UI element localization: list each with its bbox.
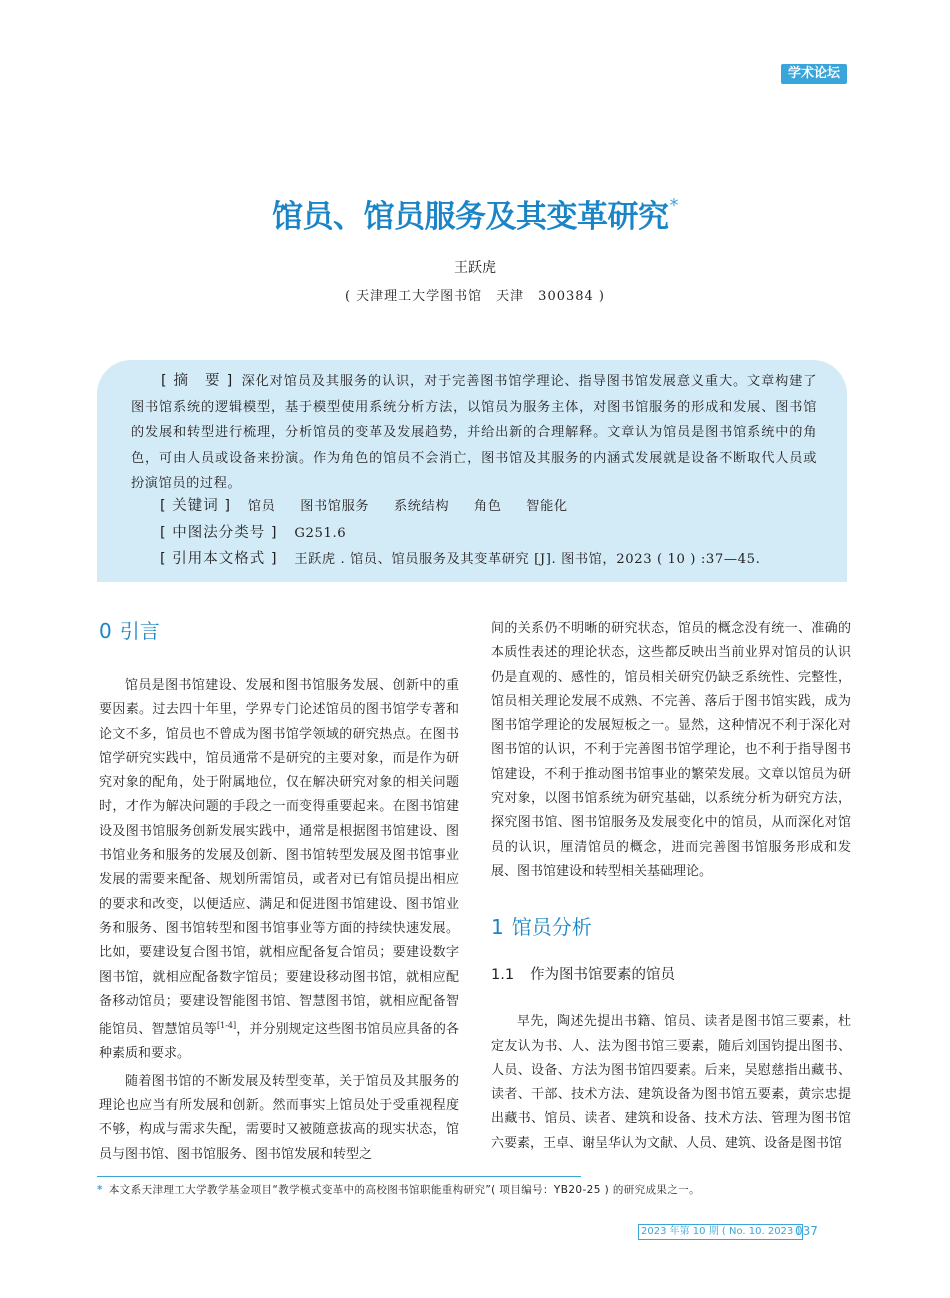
citation-ref: [1-4] bbox=[217, 1021, 237, 1031]
paragraph: 早先，陶述先提出书籍、馆员、读者是图书馆三要素，杜定友认为书、人、法为图书馆三要素，随后刘国钧提出图书、人员、设备、方法为图书馆四要素。后来，吴慰慈指出藏书、读者、干部、技术方法、建筑设备为图书馆五要素，黄宗忠提出藏书、馆员、读者、建筑和设备、技术方法、管理为图书馆六要素，王卓、谢呈华认为文献、人员、建筑、设备是图书馆 bbox=[491, 1014, 851, 1151]
keyword: 角色 bbox=[473, 499, 502, 514]
clc-label: [ 中图法分类号 ] bbox=[160, 525, 278, 541]
keyword: 系统结构 bbox=[393, 499, 450, 514]
abstract-text: 深化对馆员及其服务的认识，对于完善图书馆学理论、指导图书馆发展意义重大。文章构建了图书馆系统的逻辑模型，基于模型使用系统分析方法，以馆员为服务主体，对图书馆服务的形成和发展、图书馆的发展和转型进行梳理，分析馆员的变革及发展趋势，并给出新的合理解释。文章认为馆员是图书馆系统中的角色，可由人员或设备来扮演。作为角色的馆员不会消亡，图书馆及其服务的内涵式发展就是设备不断取代人员或扮演馆员的过程。 bbox=[131, 374, 817, 491]
keyword: 馆员 bbox=[247, 499, 276, 514]
section-heading-0: 0 引言 bbox=[99, 619, 160, 643]
keyword: 智能化 bbox=[526, 499, 568, 514]
article-title bbox=[0, 184, 950, 239]
title-footnote-mark: * bbox=[669, 195, 678, 216]
footnote-divider bbox=[97, 1176, 581, 1177]
affiliation: ( 天津理工大学图书馆 天津 300384 ) bbox=[344, 289, 606, 304]
footnote-text: 本文系天津理工大学教学基金项目“教学模式变革中的高校图书馆职能重构研究”( 项目编号：YB20-25 ) 的研究成果之一。 bbox=[108, 1184, 701, 1196]
keyword: 图书馆服务 bbox=[300, 499, 370, 514]
title-text: 馆员、馆员服务及其变革研究 bbox=[272, 199, 669, 235]
section-tag: 学术论坛 bbox=[781, 64, 847, 84]
keywords-label: [ 关键词 ] bbox=[160, 498, 232, 514]
column-left bbox=[99, 616, 459, 1167]
paragraph-continued: 间的关系仍不明晰的研究状态，馆员的概念没有统一、准确的本质性表述的理论状态，这些都反映出当前业界对馆员的认识仍是直观的、感性的，馆员相关研究仍缺乏系统性、完整性，馆员相关理论发展不成熟、不完善、落后于图书馆实践，成为图书馆学理论的发展短板之一。显然，这种情况不利于深化对图书馆的认识，不利于完善图书馆学理论，也不利于指导图书馆建设，不利于推动图书馆事业的繁荣发展。文章以馆员为研究对象，以图书馆系统为研究基础，以系统分析为研究方法，探究图书馆、图书馆服务及发展变化中的馆员，从而深化对馆员的认识，厘清馆员的概念，进而完善图书馆服务形成和发展、图书馆建设和转型相关基础理论。 bbox=[491, 621, 851, 879]
paragraph: 馆员是图书馆建设、发展和图书馆服务发展、创新中的重要因素。过去四十年里，学界专门论述馆员的图书馆学专著和论文不多，馆员也不曾成为图书馆学领域的研究热点。在图书馆学研究实践中，馆员通常不是研究的主要对象，而是作为研究对象的配角，处于附属地位，仅在解决研究对象的相关问题时，才作为解决问题的手段之一而变得重要起来。在图书馆建设及图书馆服务创新发展实践中，通常是根据图书馆建设、图书馆业务和服务的发展及创新、图书馆转型发展及图书馆事业发展的需要来配备、规划所需馆员，或者对已有馆员提出相应的要求和改变，以便适应、满足和促进图书馆建设、图书馆业务和服务、图书馆转型和图书馆事业等方面的持续快速发展。比如，要建设复合图书馆，就相应配备复合馆员；要建设数字图书馆，就相应配备数字馆员；要建设移动图书馆，就相应配备移动馆员；要建设智能图书馆、智慧图书馆，就相应配备智能馆员、智慧馆员等[1-4]，并分别规定这些图书馆员应具备的各种素质和要求。 bbox=[99, 678, 459, 1062]
page-number: 037 bbox=[795, 1224, 818, 1238]
column-right bbox=[491, 617, 851, 1156]
citation-line bbox=[160, 548, 760, 571]
abstract-label: [ 摘 要 ] bbox=[161, 373, 234, 389]
issue-label: 2023 年第 10 期 ( No. 10. 2023 ) bbox=[638, 1224, 803, 1240]
footnote-mark: * bbox=[97, 1184, 103, 1196]
citation-value: 王跃虎 . 馆员、馆员服务及其变革研究 [J]. 图书馆，2023 ( 10 ) :37—45. bbox=[294, 552, 761, 567]
abstract bbox=[131, 369, 817, 497]
section-heading-1: 1 馆员分析 bbox=[491, 915, 592, 940]
paragraph: 随着图书馆的不断发展及转型变革，关于馆员及其服务的理论也应当有所发展和创新。然而事实上馆员处于受重视程度不够，构成与需求失配，需要时又被随意拔高的现实状态，馆员与图书馆、图书馆服务、图书馆发展和转型之 bbox=[99, 1073, 459, 1162]
author: 王跃虎 bbox=[454, 260, 496, 276]
clc-value: G251.6 bbox=[294, 526, 347, 541]
subsection-heading-1-1: 1.1 作为图书馆要素的馆员 bbox=[491, 967, 676, 984]
keywords-line bbox=[160, 495, 588, 518]
footnote bbox=[97, 1182, 700, 1198]
citation-label: [ 引用本文格式 ] bbox=[160, 551, 278, 567]
clc-line bbox=[160, 522, 346, 545]
